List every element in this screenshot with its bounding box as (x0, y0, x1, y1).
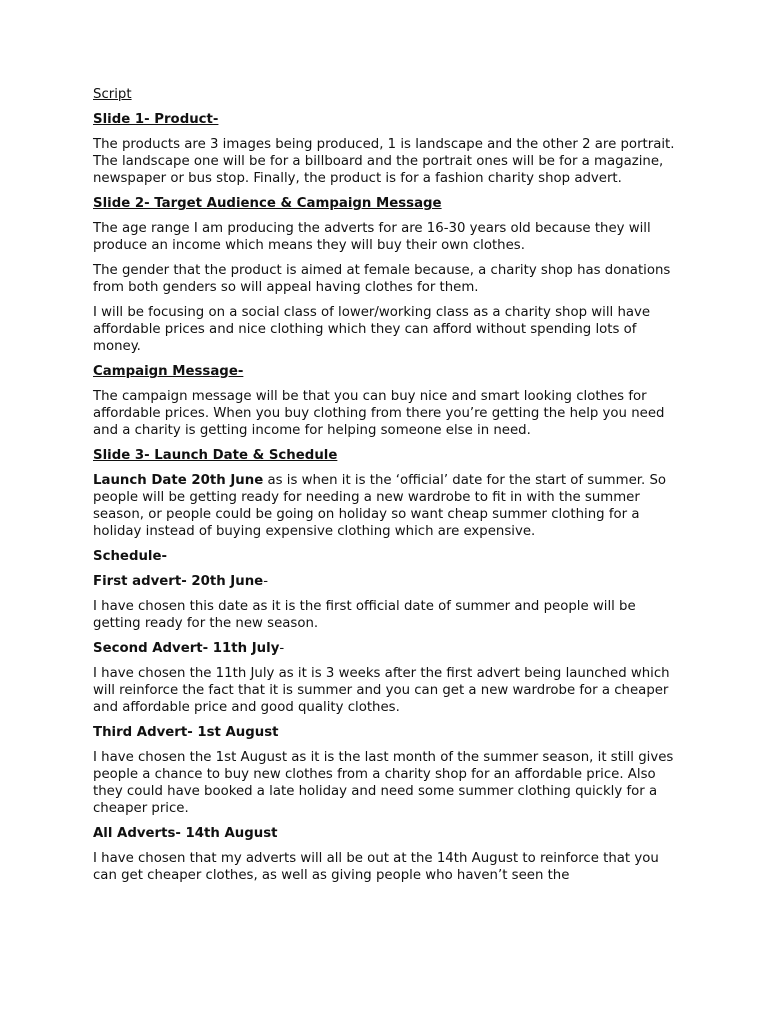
second-advert-lead: Second Advert- 11th July (93, 641, 280, 656)
second-advert-paragraph: I have chosen the 11th July as it is 3 weeks after the first advert being launched which will reinforce the fact that it is summer and you can get a new wardrobe for a cheaper and affordable price and good quality clothes. (93, 666, 670, 715)
launch-date-text: as is when it is the ‘official’ date for the start of summer. So people will be getting ready for needing a new wardrobe to fit in with the summer season, or people could be going on holiday so want cheap summer clothing for a holiday instead of buying expensive clothing which are expensive. (93, 473, 667, 539)
all-adverts-heading: All Adverts- 14th August (93, 826, 278, 841)
launch-date-lead: Launch Date 20th June (93, 473, 264, 488)
schedule-heading: Schedule- (93, 549, 168, 564)
first-advert-lead: First advert- 20th June (93, 574, 264, 589)
first-advert-heading (93, 573, 683, 590)
all-adverts-paragraph: I have chosen that my adverts will all be out at the 14th August to reinforce that you can get cheaper clothes, as well as giving people who haven’t seen the (93, 851, 659, 883)
script-label: Script (93, 87, 132, 102)
second-advert-heading (93, 640, 683, 657)
third-advert-heading: Third Advert- 1st August (93, 725, 279, 740)
social-class-paragraph: I will be focusing on a social class of lower/working class as a charity shop will have affordable prices and nice clothing which they can afford without spending lots of money. (93, 305, 651, 354)
slide1-paragraph: The products are 3 images being produced, 1 is landscape and the other 2 are portrait. The landscape one will be for a billboard and the portrait ones will be for a magazine, newspaper or bus stop. Finally, the product is for a fashion charity shop advert. (93, 137, 675, 186)
gender-paragraph: The gender that the product is aimed at female because, a charity shop has donations from both genders so will appeal having clothes for them. (93, 263, 671, 295)
campaign-message-paragraph: The campaign message will be that you can buy nice and smart looking clothes for affordable prices. When you buy clothing from there you’re getting the help you need and a charity is getting income for helping someone else in need. (93, 389, 665, 438)
campaign-message-heading: Campaign Message- (93, 364, 244, 379)
slide3-heading: Slide 3- Launch Date & Schedule (93, 448, 338, 463)
slide1-heading: Slide 1- Product- (93, 112, 219, 127)
age-range-paragraph: The age range I am producing the adverts for are 16-30 years old because they will produce an income which means they will buy their own clothes. (93, 221, 651, 253)
third-advert-paragraph: I have chosen the 1st August as it is the last month of the summer season, it still gives people a chance to buy new clothes from a charity shop for an affordable price. Also they could have booked a late holiday and need some summer clothing quickly for a cheaper price. (93, 750, 674, 816)
first-advert-paragraph: I have chosen this date as it is the first official date of summer and people will be getting ready for the new season. (93, 599, 636, 631)
first-advert-tail: - (263, 574, 269, 589)
launch-date-paragraph (93, 472, 683, 540)
document-page (93, 86, 683, 892)
slide2-heading: Slide 2- Target Audience & Campaign Message (93, 196, 442, 211)
second-advert-tail: - (279, 641, 285, 656)
